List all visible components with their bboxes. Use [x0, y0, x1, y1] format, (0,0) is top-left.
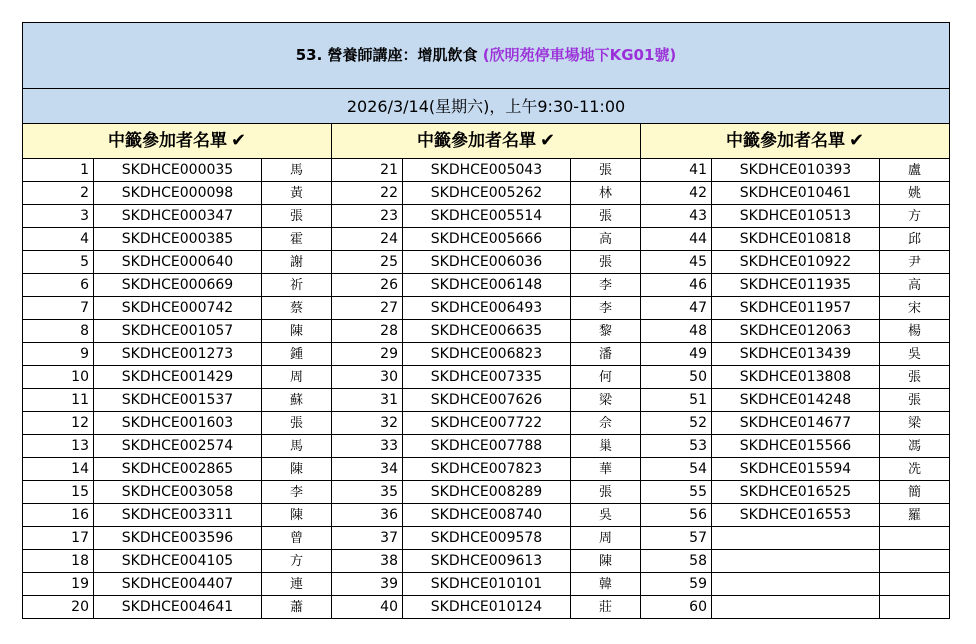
participant-surname: 林: [571, 182, 641, 205]
participant-code: SKDHCE006823: [403, 343, 571, 366]
title-main: 53. 營養師講座：增肌飲食: [295, 46, 478, 64]
row-number: 24: [332, 228, 403, 251]
row-number: 58: [641, 550, 712, 573]
participant-code: SKDHCE000640: [94, 251, 262, 274]
participant-surname: 楊: [880, 320, 950, 343]
table-row: [23, 412, 950, 435]
participant-code: SKDHCE006036: [403, 251, 571, 274]
participant-code: SKDHCE001537: [94, 389, 262, 412]
row-number: 8: [23, 320, 94, 343]
participant-code: SKDHCE010818: [712, 228, 880, 251]
row-number: 31: [332, 389, 403, 412]
participant-code: SKDHCE008740: [403, 504, 571, 527]
participant-code: SKDHCE009613: [403, 550, 571, 573]
table-row: [23, 159, 950, 182]
row-number: 35: [332, 481, 403, 504]
participant-code: SKDHCE016525: [712, 481, 880, 504]
table-row: [23, 458, 950, 481]
row-number: 42: [641, 182, 712, 205]
participant-code: [712, 527, 880, 550]
row-number: 27: [332, 297, 403, 320]
participant-code: SKDHCE000385: [94, 228, 262, 251]
participant-surname: [880, 596, 950, 619]
participant-surname: 張: [880, 389, 950, 412]
participant-code: SKDHCE012063: [712, 320, 880, 343]
row-number: 56: [641, 504, 712, 527]
check-icon: ✔: [539, 130, 556, 151]
participant-code: SKDHCE007335: [403, 366, 571, 389]
participant-surname: 張: [262, 412, 332, 435]
participant-code: SKDHCE000669: [94, 274, 262, 297]
participant-code: SKDHCE000035: [94, 159, 262, 182]
participant-surname: 陳: [262, 458, 332, 481]
row-number: 45: [641, 251, 712, 274]
participant-surname: 馬: [262, 159, 332, 182]
participant-code: SKDHCE003058: [94, 481, 262, 504]
participant-code: SKDHCE016553: [712, 504, 880, 527]
row-number: 20: [23, 596, 94, 619]
participant-code: SKDHCE014677: [712, 412, 880, 435]
participant-surname: [880, 550, 950, 573]
table-row: [23, 435, 950, 458]
title-row: [23, 23, 950, 89]
row-number: 11: [23, 389, 94, 412]
participant-code: SKDHCE004105: [94, 550, 262, 573]
participant-surname: 黃: [262, 182, 332, 205]
participant-code: SKDHCE000347: [94, 205, 262, 228]
participant-surname: 馮: [880, 435, 950, 458]
participant-surname: 周: [571, 527, 641, 550]
participant-surname: 羅: [880, 504, 950, 527]
table-row: [23, 366, 950, 389]
row-number: 26: [332, 274, 403, 297]
participant-surname: 張: [262, 205, 332, 228]
participant-code: SKDHCE013808: [712, 366, 880, 389]
table-row: [23, 297, 950, 320]
table-row: [23, 228, 950, 251]
participant-surname: 方: [880, 205, 950, 228]
check-icon: ✔: [230, 130, 247, 151]
participant-surname: 梁: [880, 412, 950, 435]
row-number: 13: [23, 435, 94, 458]
participant-code: SKDHCE006493: [403, 297, 571, 320]
participant-code: SKDHCE005666: [403, 228, 571, 251]
participant-code: SKDHCE007788: [403, 435, 571, 458]
row-number: 49: [641, 343, 712, 366]
participant-code: SKDHCE004407: [94, 573, 262, 596]
participant-surname: 方: [262, 550, 332, 573]
row-number: 48: [641, 320, 712, 343]
participant-surname: 黎: [571, 320, 641, 343]
participant-code: SKDHCE010513: [712, 205, 880, 228]
row-number: 46: [641, 274, 712, 297]
table-row: [23, 182, 950, 205]
participant-code: [712, 573, 880, 596]
participant-code: SKDHCE005514: [403, 205, 571, 228]
table-row: [23, 343, 950, 366]
title-venue: (欣明苑停車場地下KG01號): [482, 46, 677, 64]
table-row: [23, 596, 950, 619]
participant-surname: 吳: [880, 343, 950, 366]
row-number: 6: [23, 274, 94, 297]
participant-code: [712, 596, 880, 619]
table-row: [23, 251, 950, 274]
participant-code: SKDHCE000742: [94, 297, 262, 320]
row-number: 44: [641, 228, 712, 251]
row-number: 39: [332, 573, 403, 596]
row-number: 9: [23, 343, 94, 366]
participant-surname: 張: [880, 366, 950, 389]
participant-code: SKDHCE001273: [94, 343, 262, 366]
participant-code: SKDHCE015566: [712, 435, 880, 458]
participant-surname: 鍾: [262, 343, 332, 366]
participant-code: SKDHCE010101: [403, 573, 571, 596]
participant-surname: 連: [262, 573, 332, 596]
row-number: 36: [332, 504, 403, 527]
participant-code: SKDHCE010922: [712, 251, 880, 274]
participant-code: SKDHCE011935: [712, 274, 880, 297]
row-number: 4: [23, 228, 94, 251]
row-number: 50: [641, 366, 712, 389]
participant-code: SKDHCE001057: [94, 320, 262, 343]
participant-surname: 蘇: [262, 389, 332, 412]
row-number: 28: [332, 320, 403, 343]
date-row: [23, 89, 950, 124]
lottery-result-sheet: [22, 22, 949, 619]
participant-surname: 梁: [571, 389, 641, 412]
table-row: [23, 504, 950, 527]
page-title: [23, 23, 950, 89]
participant-surname: 謝: [262, 251, 332, 274]
participant-surname: 祈: [262, 274, 332, 297]
participant-surname: 巢: [571, 435, 641, 458]
row-number: 53: [641, 435, 712, 458]
row-number: 3: [23, 205, 94, 228]
participant-code: SKDHCE003596: [94, 527, 262, 550]
check-icon: ✔: [848, 130, 865, 151]
event-date: 2026/3/14(星期六)，上午9:30-11:00: [23, 89, 950, 124]
row-number: 21: [332, 159, 403, 182]
participant-code: SKDHCE005043: [403, 159, 571, 182]
row-number: 37: [332, 527, 403, 550]
participant-code: SKDHCE014248: [712, 389, 880, 412]
participant-code: SKDHCE002865: [94, 458, 262, 481]
row-number: 30: [332, 366, 403, 389]
participant-code: SKDHCE009578: [403, 527, 571, 550]
participant-code: [712, 550, 880, 573]
participant-surname: 邱: [880, 228, 950, 251]
participant-code: SKDHCE010124: [403, 596, 571, 619]
table-row: [23, 274, 950, 297]
row-number: 10: [23, 366, 94, 389]
participant-surname: 周: [262, 366, 332, 389]
participant-surname: 蕭: [262, 596, 332, 619]
participant-surname: 何: [571, 366, 641, 389]
participant-surname: 盧: [880, 159, 950, 182]
participant-code: SKDHCE010393: [712, 159, 880, 182]
row-number: 16: [23, 504, 94, 527]
row-number: 14: [23, 458, 94, 481]
participant-surname: 華: [571, 458, 641, 481]
column-header-2: 中籤參加者名單 ✔: [332, 124, 641, 159]
participant-surname: [880, 527, 950, 550]
row-number: 41: [641, 159, 712, 182]
row-number: 54: [641, 458, 712, 481]
table-row: [23, 550, 950, 573]
participant-surname: 吳: [571, 504, 641, 527]
participant-surname: 宋: [880, 297, 950, 320]
participant-surname: 霍: [262, 228, 332, 251]
row-number: 5: [23, 251, 94, 274]
participant-code: SKDHCE002574: [94, 435, 262, 458]
participant-code: SKDHCE013439: [712, 343, 880, 366]
participant-surname: 潘: [571, 343, 641, 366]
row-number: 19: [23, 573, 94, 596]
table-row: [23, 389, 950, 412]
table-row: [23, 320, 950, 343]
row-number: 18: [23, 550, 94, 573]
column-header-1: 中籤參加者名單 ✔: [23, 124, 332, 159]
participant-code: SKDHCE010461: [712, 182, 880, 205]
participant-surname: [880, 573, 950, 596]
participant-surname: 韓: [571, 573, 641, 596]
participant-surname: 陳: [571, 550, 641, 573]
participant-surname: 簡: [880, 481, 950, 504]
row-number: 29: [332, 343, 403, 366]
row-number: 57: [641, 527, 712, 550]
participant-surname: 陳: [262, 504, 332, 527]
row-number: 34: [332, 458, 403, 481]
row-number: 22: [332, 182, 403, 205]
row-number: 1: [23, 159, 94, 182]
participant-code: SKDHCE004641: [94, 596, 262, 619]
row-number: 33: [332, 435, 403, 458]
participant-surname: 曾: [262, 527, 332, 550]
row-number: 38: [332, 550, 403, 573]
row-number: 55: [641, 481, 712, 504]
row-number: 23: [332, 205, 403, 228]
row-number: 51: [641, 389, 712, 412]
column-header-3: 中籤參加者名單 ✔: [641, 124, 950, 159]
participant-surname: 高: [571, 228, 641, 251]
row-number: 60: [641, 596, 712, 619]
header-row: [23, 124, 950, 159]
participant-table: [22, 22, 950, 619]
participant-surname: 冼: [880, 458, 950, 481]
participant-surname: 李: [262, 481, 332, 504]
row-number: 43: [641, 205, 712, 228]
participant-code: SKDHCE008289: [403, 481, 571, 504]
row-number: 47: [641, 297, 712, 320]
row-number: 52: [641, 412, 712, 435]
participant-surname: 張: [571, 251, 641, 274]
participant-surname: 高: [880, 274, 950, 297]
row-number: 7: [23, 297, 94, 320]
row-number: 25: [332, 251, 403, 274]
participant-surname: 張: [571, 205, 641, 228]
participant-code: SKDHCE006635: [403, 320, 571, 343]
participant-code: SKDHCE000098: [94, 182, 262, 205]
participant-surname: 馬: [262, 435, 332, 458]
row-number: 40: [332, 596, 403, 619]
participant-surname: 莊: [571, 596, 641, 619]
table-row: [23, 205, 950, 228]
row-number: 12: [23, 412, 94, 435]
participant-code: SKDHCE005262: [403, 182, 571, 205]
participant-surname: 姚: [880, 182, 950, 205]
participant-code: SKDHCE007722: [403, 412, 571, 435]
row-number: 15: [23, 481, 94, 504]
row-number: 32: [332, 412, 403, 435]
participant-surname: 李: [571, 274, 641, 297]
participant-surname: 佘: [571, 412, 641, 435]
participant-code: SKDHCE003311: [94, 504, 262, 527]
participant-code: SKDHCE001603: [94, 412, 262, 435]
participant-surname: 李: [571, 297, 641, 320]
table-row: [23, 481, 950, 504]
participant-surname: 蔡: [262, 297, 332, 320]
participant-code: SKDHCE011957: [712, 297, 880, 320]
row-number: 2: [23, 182, 94, 205]
table-row: [23, 573, 950, 596]
participant-surname: 陳: [262, 320, 332, 343]
participant-code: SKDHCE007626: [403, 389, 571, 412]
participant-surname: 張: [571, 159, 641, 182]
row-number: 17: [23, 527, 94, 550]
participant-code: SKDHCE006148: [403, 274, 571, 297]
participant-surname: 張: [571, 481, 641, 504]
participant-code: SKDHCE007823: [403, 458, 571, 481]
participant-code: SKDHCE001429: [94, 366, 262, 389]
table-row: [23, 527, 950, 550]
row-number: 59: [641, 573, 712, 596]
participant-code: SKDHCE015594: [712, 458, 880, 481]
participant-surname: 尹: [880, 251, 950, 274]
